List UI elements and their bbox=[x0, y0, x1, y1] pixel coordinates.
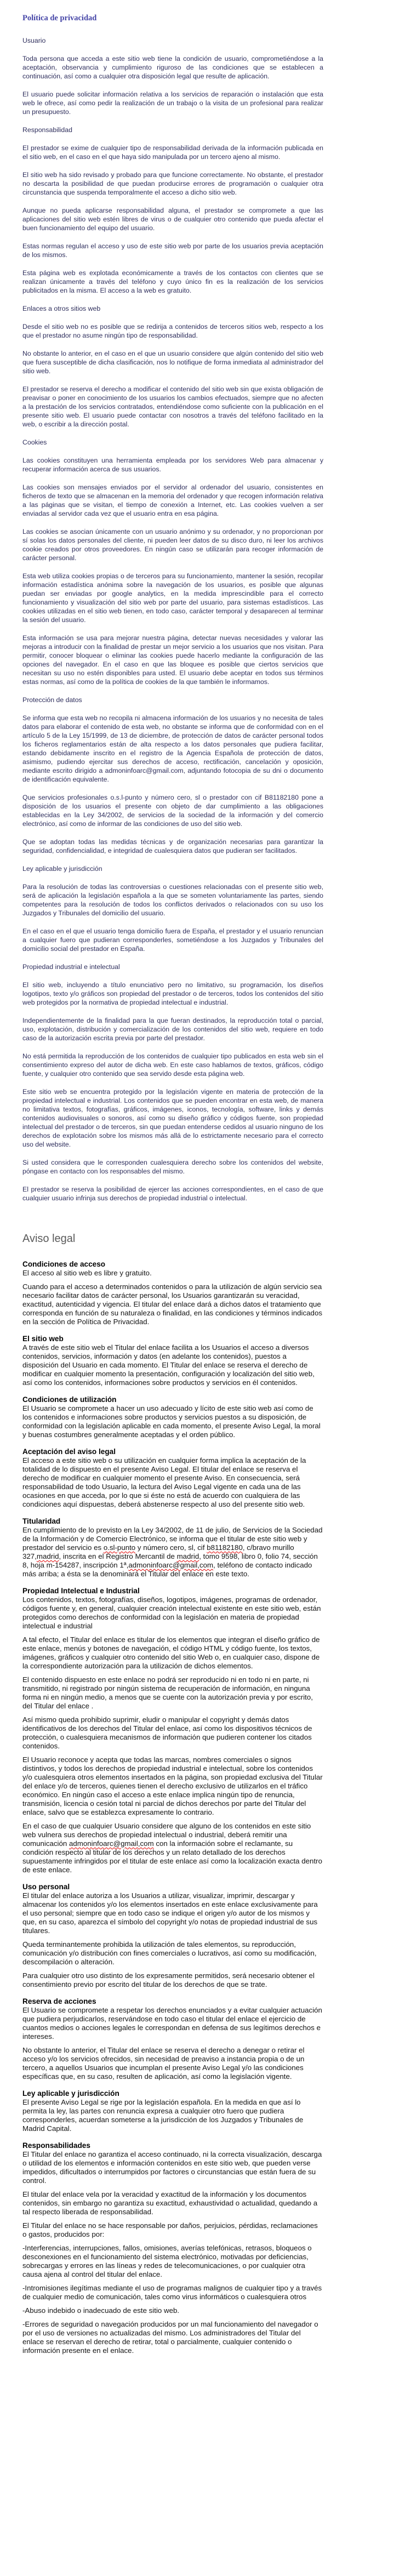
paragraph: Los contenidos, textos, fotografías, diseños, logotipos, imágenes, programas de ordenador, códigos fuente y, en general, cualquier creación intelectual existente en este sitio web, están protegidos como derechos de conformidad con la legislación en materia de propiedad intelectual e industrial bbox=[22, 1595, 321, 1630]
paragraph: Esta web utiliza cookies propias o de terceros para su funcionamiento, mantener la sesión, recopilar información estadística anónima sobre la navegación de los usuarios, es posible que algunas puedan ser enviadas por google analytics, en la medida imprescindible para el correcto funcionamiento y visualización del sitio web por parte del usuario, para sistemas estadísticos. Las cookies utilizadas en el sitio web tienen, en todo caso, carácter temporal y desaparecen al terminar la sesión del usuario. bbox=[22, 572, 323, 624]
paragraph: Estas normas regulan el acceso y uso de este sitio web por parte de los usuarios previa aceptación de los mismos. bbox=[22, 242, 323, 259]
paragraph: Toda persona que acceda a este sitio web tiene la condición de usuario, comprometiéndose a la aceptación, observancia y cumplimiento riguroso de las condiciones que se establecen a continuación, así como a cualquier otra disposición legal que resulte de aplicación. bbox=[22, 55, 323, 80]
paragraph: El Usuario se compromete a hacer un uso adecuado y lícito de este sitio web así como de los contenidos e informaciones sobre productos y servicios puestos a su disposición, de conformidad con la legislación aplicable en cada momento, el presente Aviso Legal, la moral y buenas costumbres generalmente aceptadas y el orden público. bbox=[22, 1404, 321, 1439]
paragraph: Si usted considera que le corresponden cualesquiera derecho sobre los contenidos del website, póngase en contacto con los responsables del mismo. bbox=[22, 1159, 323, 1175]
privacy-policy-title: Política de privacidad bbox=[22, 14, 97, 22]
paragraph: No obstante lo anterior, el Titular del enlace se reserva el derecho a denegar o retirar el acceso y/o los servicios ofrecidos, sin necesidad de preaviso a instancia propia o de un tercero, a aquellos Usuarios que incumplan el presente Aviso Legal y/o las condiciones específicas que, en su caso, resulten de aplicación, así como la legislación vigente. bbox=[22, 2046, 305, 2081]
section-heading: Uso personal bbox=[22, 1883, 70, 1891]
paragraph: Cuando para el acceso a determinados contenidos o para la utilización de algún servicio sea necesario facilitar datos de carácter personal, los Usuarios garantizarán su veracidad, exactitud, autenticidad y vigencia. El titular del enlace dará a dichos datos el tratamiento que corresponda en función de su naturaleza o finalidad, en las condiciones y términos indicados en la sección de Política de Privacidad. bbox=[22, 1283, 322, 1326]
privacy-policy-body bbox=[22, 36, 323, 1202]
legal-notice-title: Aviso legal bbox=[22, 1233, 76, 1245]
paragraph: En el caso de que cualquier Usuario considere que alguno de los contenidos en este sitio web vulnera sus derechos de propiedad intelectual o industrial, deberá remitir una comunicación admoninfoarc@gmail,com con la información sobre el reclamante, su condición respecto al titular de los derechos y un relato detallado de los derechos supuestamente infringidos por el titular de este enlace así como la localización exacta dentro de este enlace. bbox=[22, 1822, 322, 1874]
paragraph: -Intromisiones ilegítimas mediante el uso de programas malignos de cualquier tipo y a través de cualquier medio de comunicación, tales como virus informáticos o cualesquiera otros bbox=[22, 2284, 322, 2301]
paragraph: Aunque no pueda aplicarse responsabilidad alguna, el prestador se compromete a que las aplicaciones del sitio web estén libres de virus o de cualquier otro contenido que pueda afectar el buen funcionamiento del equipo del usuario. bbox=[22, 207, 323, 232]
paragraph: Para cualquier otro uso distinto de los expresamente permitidos, será necesario obtener el consentimiento previo por escrito del titular de los derechos de que se trate. bbox=[22, 1971, 315, 1988]
misspelled-word: admoninfoarc@gmail,com bbox=[128, 1561, 214, 1569]
legal-notice-section bbox=[22, 1233, 323, 2355]
paragraph: Este sitio web se encuentra protegido por la legislación vigente en materia de protección de la propiedad intelectual e industrial. Los contenidos que se pueden encontrar en esta web, de manera no limitativa textos, fotografías, gráficos, imágenes, iconos, tecnología, software, links y demás contenidos audiovisuales o sonoros, así como su diseño gráfico y códigos fuente, son propiedad intelectual del prestador o de terceros, sin que puedan entenderse cedidos al usuario ninguno de los derechos de explotación sobre los mismos más allá de lo estrictamente necesario para el correcto uso del website. bbox=[22, 1088, 323, 1148]
section-heading: El sitio web bbox=[22, 1335, 64, 1343]
paragraph: Las cookies se asocian únicamente con un usuario anónimo y su ordenador, y no proporcionan por sí solas los datos personales del cliente, ni pueden leer datos de su disco duro, ni leer los archivos cookie creados por otros proveedores. En ningún caso se utilizarán para recoger información de carácter personal. bbox=[22, 528, 323, 562]
section-heading: Ley aplicable y jurisdicción bbox=[22, 865, 102, 873]
paragraph: Independientemente de la finalidad para la que fueran destinados, la reproducción total o parcial, uso, explotación, distribución y comercialización de los contenidos del sitio web, requiere en todo caso de la autorización escrita previa por parte del prestador. bbox=[22, 1017, 323, 1042]
paragraph: Las cookies son mensajes enviados por el servidor al ordenador del usuario, consistentes en ficheros de texto que se almacenan en la memoria del ordenador y que recogen información relativa a las páginas que se visitan, el tiempo de conexión a Internet, etc. Las cookies vuelven a ser enviadas al servidor cada vez que el usuario entra en esa página. bbox=[22, 483, 323, 517]
paragraph: A tal efecto, el Titular del enlace es titular de los elementos que integran el diseño gráfico de este enlace, menús y botones de navegación, el código HTML y código fuente, los textos, imágenes, gráficos y cualquier otro contenido del sitio Web o, en cualquier caso, dispone de la correspondiente autorización para la utilización de dichos elementos. bbox=[22, 1635, 320, 1670]
paragraph: El prestador se exime de cualquier tipo de responsabilidad derivada de la información publicada en el sitio web, en el caso en el que haya sido manipulada por un tercero ajeno al mismo. bbox=[22, 144, 323, 161]
paragraph: El Usuario reconoce y acepta que todas las marcas, nombres comerciales o signos distintivos, y todos los derechos de propiedad industrial e intelectual, sobre los contenidos y/o cualesquiera otros elementos insertados en la página, son propiedad exclusiva del Titular del enlace y/o de terceros, quienes tienen el derecho exclusivo de utilizarlos en el tráfico económico. En ningún caso el acceso a este enlace implica ningún tipo de renuncia, transmisión, licencia o cesión total ni parcial de dichos derechos por parte del Titular del enlace, salvo que se establezca expresamente lo contrario. bbox=[22, 1756, 323, 1816]
paragraph: En cumplimiento de lo previsto en la Ley 34/2002, de 11 de julio, de Servicios de la Sociedad de la Información y de Comercio Electrónico, se informa que el titular de este sitio web y prestador del servicio es o.sl-punto y número cero, sl, cif b81182180, c/bravo murillo 327,madrid, inscrita en el Registro Mercantil de madrid, tomo 9598, libro 0, folio 74, sección 8, hoja m-154287, inscripción 1ª,admoninfoarc@gmail,com, teléfono de contacto indicado más arriba; a ésta se la denominará el Titular del enlace en este texto. bbox=[22, 1526, 323, 1578]
paragraph: Desde el sitio web no es posible que se redirija a contenidos de terceros sitios web, respecto a los que el prestador no asume ningún tipo de responsabilidad. bbox=[22, 323, 323, 339]
paragraph: El presente Aviso Legal se rige por la legislación española. En la medida en que así lo permita la ley, las partes con renuncia expresa a cualquier otro fuero que pudiera corresponderles, acuerdan someterse a la jurisdicción de los Juzgados y Tribunales de Madrid Capital. bbox=[22, 2098, 304, 2133]
paragraph: A través de este sitio web el Titular del enlace facilita a los Usuarios el acceso a diversos contenidos, servicios, información y datos (en adelante los contenidos), puestos a disposición del Usuario en cada momento. El Titular del enlace se reserva el derecho de modificar en cualquier momento la presentación, configuración y localización del sitio web, así como los contenidos, informaciones sobre productos y servicios en él contenidos. bbox=[22, 1343, 315, 1387]
paragraph: El prestador se reserva la posibilidad de ejercer las acciones correspondientes, en el caso de que cualquier usuario infrinja sus derechos de propiedad industrial o intelectual. bbox=[22, 1186, 323, 1202]
paragraph: Así mismo queda prohibido suprimir, eludir o manipular el copyright y demás datos identificativos de los derechos del Titular del enlace, así como los dispositivos técnicos de protección, o cualesquiera mecanismos de información que pudieren contener los citados contenidos. bbox=[22, 1716, 312, 1750]
section-heading: Propiedad Intelectual e Industrial bbox=[22, 1587, 140, 1595]
paragraph: El acceso a este sitio web o su utilización en cualquier forma implica la aceptación de la totalidad de lo dispuesto en el presente Aviso Legal. El titular del enlace se reserva el derecho de modificar en cualquier momento el presente Aviso. En consecuencia, será responsabilidad de todo Usuario, la lectura del Aviso Legal vigente en cada una de las ocasiones en que acceda, por lo que si éste no está de acuerdo con cualquiera de las condiciones aquí dispuestas, deberá abstenerse respecto al uso del presente sitio web. bbox=[22, 1456, 306, 1508]
section-heading: Condiciones de utilización bbox=[22, 1395, 117, 1404]
paragraph: El titular del enlace vela por la veracidad y exactitud de la información y los documentos contenidos, sin embargo no garantiza su exactitud, exhaustividad o actualidad, quedando a tal respecto liberada de responsabilidad. bbox=[22, 2190, 318, 2216]
paragraph: El sitio web, incluyendo a título enunciativo pero no limitativo, su programación, los diseños logotipos, texto y/o gráficos son propiedad del prestador o de terceros, todos los contenidos del sitio web protegidos por la normativa de propiedad intelectual e industrial. bbox=[22, 981, 323, 1006]
section-heading: Protección de datos bbox=[22, 696, 82, 704]
section-heading: Responsabilidad bbox=[22, 126, 72, 134]
paragraph: No obstante lo anterior, en el caso en el que un usuario considere que algún contenido del sitio web que fuera susceptible de dicha clasificación, nos lo notifique de forma inmediata al administrador del sitio web. bbox=[22, 350, 323, 375]
section-heading: Cookies bbox=[22, 438, 47, 446]
paragraph: El Titular del enlace no garantiza el acceso continuado, ni la correcta visualización, descarga o utilidad de los elementos e información contenidos en este sitio web, que pueden verse impedidos, dificultados o interrumpidos por factores o circunstancias que están fuera de su control. bbox=[22, 2150, 322, 2185]
misspelled-word: madrid bbox=[176, 1552, 199, 1560]
section-heading: Ley aplicable y jurisdicción bbox=[22, 2089, 119, 2098]
section-heading: Condiciones de acceso bbox=[22, 1260, 106, 1268]
paragraph: Que se adoptan todas las medidas técnicas y de organización necesarias para garantizar la seguridad, confidencialidad, e integridad de cualesquiera datos que pudieran ser facilitados. bbox=[22, 838, 323, 854]
paragraph: Queda terminantemente prohibida la utilización de tales elementos, su reproducción, comunicación y/o distribución con fines comerciales o lucrativos, así como su modificación, descompilación o alteración. bbox=[22, 1940, 317, 1966]
paragraph: El Usuario se compromete a respetar los derechos enunciados y a evitar cualquier actuación que pudiera perjudicarlos, reservándose en todo caso el titular del enlace el ejercicio de cuantos medios o acciones legales le correspondan en defensa de sus legítimos derechos e intereses. bbox=[22, 2006, 322, 2041]
paragraph: El acceso al sitio web es libre y gratuito. bbox=[22, 1269, 152, 1277]
section-heading: Usuario bbox=[22, 37, 46, 44]
misspelled-word: admoninfoarc@gmail,com bbox=[69, 1839, 154, 1848]
section-heading: Propiedad industrial e intelectual bbox=[22, 963, 120, 971]
paragraph: Esta página web es explotada económicamente a través de los contactos con clientes que se realizan únicamente a través del teléfono y cuyo único fin es la realización de los servicios publicitados en la misma. El acceso a la web es gratuito. bbox=[22, 269, 323, 294]
paragraph: El prestador se reserva el derecho a modificar el contenido del sitio web sin que exista obligación de preavisar o poner en conocimiento de los usuarios los cambios efectuados, siempre que no afecten a la prestación de los servicios contratados, entendiéndose como suficiente con la publicación en el presente sitio web. El usuario puede contactar con nosotros a través del teléfono facilitado en la web, o escribir a la dirección postal. bbox=[22, 385, 323, 428]
section-heading: Reserva de acciones bbox=[22, 1997, 96, 2005]
section-heading: Responsabilidades bbox=[22, 2141, 90, 2150]
paragraph: En el caso en el que el usuario tenga domicilio fuera de España, el prestador y el usuario renuncian a cualquier fuero que pudieran corresponderles, sometiéndose a los Juzgados y Tribunales del domicilio social del prestador en España. bbox=[22, 927, 323, 953]
paragraph: Para la resolución de todas las controversias o cuestiones relacionadas con el presente sitio web, será de aplicación la legislación española a la que se someten voluntariamente las partes, siendo competentes para la resolución de todos los conflictos derivados o relacionados con su uso los Juzgados y Tribunales del domicilio del usuario. bbox=[22, 883, 323, 917]
misspelled-word: b81182180 bbox=[207, 1543, 243, 1552]
section-heading: Aceptación del aviso legal bbox=[22, 1447, 116, 1456]
paragraph: Se informa que esta web no recopila ni almacena información de los usuarios y no necesita de tales datos para elaborar el contenido de esta web, no obstante se informa que de conformidad con en el artículo 5 de la Ley 15/1999, de 13 de diciembre, de protección de datos de carácter personal todos los ficheros reglamentarios están de alta respecto a los datos personales que pudiera facilitar, estando debidamente inscrito en el registro de la Agencia Española de protección de datos, asimismo, pudiendo ejercitar sus derechos de acceso, rectificación, cancelación y oposición, mediante escrito dirigido a admoninfoarc@gmail.com, adjuntando fotocopia de su dni o documento de identificación equivalente. bbox=[22, 714, 323, 783]
paragraph: No está permitida la reproducción de los contenidos de cualquier tipo publicados en esta web sin el consentimiento expreso del autor de dicha web. En este caso hablamos de textos, gráficos, código fuente, y cualquier otro contenido que sea servido desde esta página web. bbox=[22, 1052, 323, 1078]
paragraph: El contenido dispuesto en este enlace no podrá ser reproducido ni en todo ni en parte, ni transmitido, ni registrado por ningún sistema de recuperación de información, en ninguna forma ni en ningún medio, a menos que se cuente con la autorización previa y por escrito, del Titular del enlace . bbox=[22, 1675, 313, 1710]
section-heading: Enlaces a otros sitios web bbox=[22, 305, 101, 312]
paragraph: El titular del enlace autoriza a los Usuarios a utilizar, visualizar, imprimir, descargar y almacenar los contenidos y/o los elementos insertados en este enlace exclusivamente para el uso personal; siempre que en todo caso se indique el origen y/o autor de los mismos y que, en su caso, aparezca el símbolo del copyright y/o notas de propiedad industrial de sus titulares. bbox=[22, 1891, 318, 1935]
section-heading: Titularidad bbox=[22, 1517, 61, 1525]
paragraph: El sitio web ha sido revisado y probado para que funcione correctamente. No obstante, el prestador no descarta la posibilidad de que puedan producirse errores de programación o cualquier otra circunstancia que suspenda temporalmente el acceso a dicho sitio web. bbox=[22, 171, 323, 196]
misspelled-word: o.sl-punto bbox=[103, 1543, 136, 1552]
paragraph: Las cookies constituyen una herramienta empleada por los servidores Web para almacenar y recuperar información acerca de sus usuarios. bbox=[22, 457, 323, 473]
privacy-policy-section bbox=[22, 14, 323, 1202]
paragraph: -Abuso indebido o inadecuado de este sitio web. bbox=[22, 2306, 180, 2315]
paragraph: Que servicios profesionales o.s.l-punto y número cero, sl o prestador con cif B81182180 pone a disposición de los usuarios el presente con objeto de dar cumplimiento a las obligaciones establecidas en la Ley 34/2002, de servicios de la sociedad de la información y del comercio electrónico, así como de informar de las condiciones de uso del sitio web. bbox=[22, 794, 323, 828]
legal-notice-body bbox=[22, 1259, 323, 2355]
paragraph: El usuario puede solicitar información relativa a los servicios de reparación o instalación que esta web le ofrece, así como pedir la realización de un trabajo o la visita de un profesional para realizar un presupuesto. bbox=[22, 90, 323, 116]
paragraph: Esta información se usa para mejorar nuestra página, detectar nuevas necesidades y valorar las mejoras a introducir con la finalidad de prestar un mejor servicio a los usuarios que nos visitan. Para permitir, conocer bloquear o eliminar las cookies puede hacerlo mediante la configuración de las opciones del navegador. En el caso en que las bloquee es posible que ciertos servicios que necesitan su uso no estén disponibles para usted. El usuario debe aceptar en todos sus términos estas normas, así como de la política de cookies de la que también le informamos. bbox=[22, 634, 323, 686]
paragraph: -Interferencias, interrupciones, fallos, omisiones, averías telefónicas, retrasos, bloqueos o desconexiones en el funcionamiento del sistema electrónico, motivadas por deficiencias, sobrecargas y errores en las líneas y redes de telecomunicaciones, o por cualquier otra causa ajena al control del titular del enlace. bbox=[22, 2244, 312, 2278]
misspelled-word: madrid bbox=[36, 1552, 59, 1560]
paragraph: -Errores de seguridad o navegación producidos por un mal funcionamiento del navegador o por el uso de versiones no actualizadas del mismo. Los administradores del Titular del enlace se reservan el derecho de retirar, total o parcialmente, cualquier contenido o información presente en el enlace. bbox=[22, 2320, 318, 2355]
paragraph: El Titular del enlace no se hace responsable por daños, perjuicios, pérdidas, reclamaciones o gastos, producidos por: bbox=[22, 2221, 318, 2238]
